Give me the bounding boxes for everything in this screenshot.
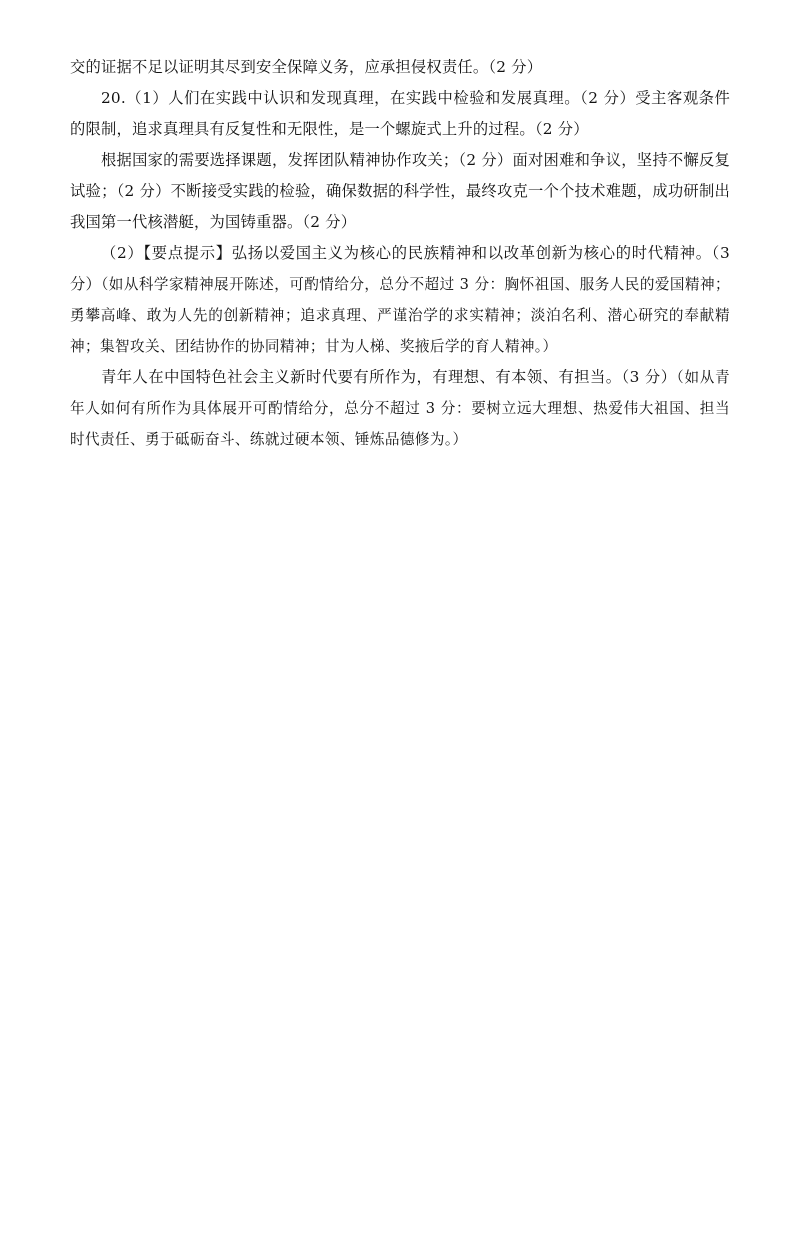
paragraph-research-process	[70, 145, 730, 238]
youth-main-text: 青年人在中国特色社会主义新时代要有所作为，有理想、有本领、有担当。（3 分）	[101, 368, 677, 386]
scoring-note-scientist-spirit: （如从科学家精神展开陈述，可酌情给分，总分不超过 3 分：胸怀祖国、服务人民的爱国精神；勇攀高峰、敢为人先的创新精神；追求真理、严谨治学的求实精神；淡泊名利、潜心研究的奉献精神；集智攻关、团结协作的协同精神；甘为人梯、奖掖后学的育人精神。）	[70, 276, 730, 355]
paragraph-research-process-text: 根据国家的需要选择课题，发挥团队精神协作攻关；（2 分）面对困难和争议，坚持不懈反复试验；（2 分）不断接受实践的检验，确保数据的科学性，最终攻克一个个技术难题，成功研制出我国第一代核潜艇，为国铸重器。（2 分）	[70, 151, 730, 231]
paragraph-question-20-part-1: 20.（1）人们在实践中认识和发现真理，在实践中检验和发展真理。（2 分）受主客观条件的限制，追求真理具有反复性和无限性，是一个螺旋式上升的过程。（2 分）	[70, 89, 730, 138]
scoring-note-youth: （如从青年人如何有所作为具体展开可酌情给分，总分不超过 3 分：要树立远大理想、热爱伟大祖国、担当时代责任、勇于砥砺奋斗、练就过硬本领、锤炼品德修为。）	[70, 369, 730, 448]
paragraph-question-20-part-2	[70, 238, 730, 362]
paragraph-youth	[70, 362, 730, 455]
paragraph-continuation: 交的证据不足以证明其尽到安全保障义务，应承担侵权责任。（2 分）	[70, 58, 543, 76]
answer-content	[70, 52, 730, 455]
key-points-text: （2）【要点提示】弘扬以爱国主义为核心的民族精神和以改革创新为核心的时代精神。（3 分）	[70, 244, 730, 293]
